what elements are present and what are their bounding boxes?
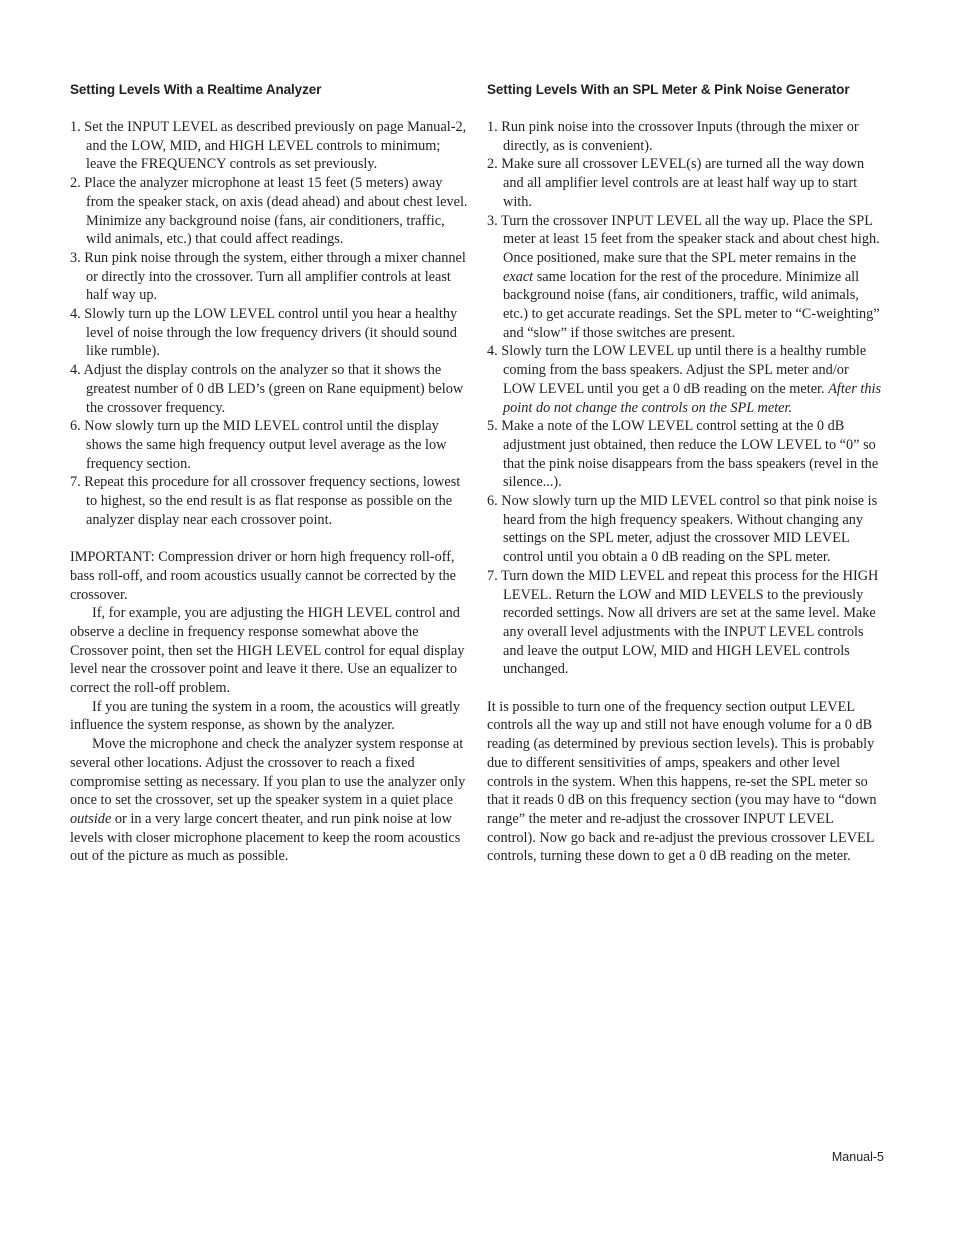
page-number: Manual-5 bbox=[831, 1150, 884, 1164]
spl-meter-body bbox=[487, 118, 884, 866]
step-item bbox=[487, 342, 884, 417]
text-run: 3. Turn the crossover INPUT LEVEL all the way up. Place the SPL meter at least 15 feet from the speaker stack and about chest high. Once positioned, make sure that the SPL meter remains in the bbox=[487, 212, 880, 266]
step-item bbox=[487, 212, 884, 343]
section-heading-spl-meter: Setting Levels With an SPL Meter & Pink Noise Generator bbox=[487, 82, 850, 97]
spl-meter-steps bbox=[487, 118, 884, 679]
section-heading-realtime-analyzer: Setting Levels With a Realtime Analyzer bbox=[70, 82, 322, 97]
step-item: 2. Make sure all crossover LEVEL(s) are turned all the way down and all amplifier level controls are at least half way up to start with. bbox=[487, 156, 865, 210]
step-item: 6. Now slowly turn up the MID LEVEL control so that pink noise is heard from the high frequency speakers. Without changing any settings on the SPL meter, adjust the crossover MID LEVEL control until you obtain a 0 dB reading on the SPL meter. bbox=[487, 493, 878, 566]
left-column bbox=[70, 80, 468, 866]
step-item: 6. Now slowly turn up the MID LEVEL control until the display shows the same high frequency output level average as the low frequency section. bbox=[70, 418, 447, 472]
text-run: or in a very large concert theater, and run pink noise at low levels with closer microphone placement to keep the room acoustics out of the picture as much as possible. bbox=[70, 811, 461, 865]
spacer bbox=[487, 679, 884, 698]
text-run: 4. Slowly turn the LOW LEVEL up until there is a healthy rumble coming from the bass speakers. Adjust the SPL meter and/or LOW LEVEL until you get a 0 dB reading on the meter. bbox=[487, 343, 867, 397]
step-item: 7. Repeat this procedure for all crossover frequency sections, lowest to highest, so the end result is as flat response as possible on the analyzer display near each crossover point. bbox=[70, 474, 461, 528]
step-item: 1. Set the INPUT LEVEL as described previously on page Manual-2, and the LOW, MID, and HIGH LEVEL controls to minimum; leave the FREQUENCY controls as set previously. bbox=[70, 119, 467, 173]
step-item: 4. Slowly turn up the LOW LEVEL control until you hear a healthy level of noise through the low frequency drivers (it should sound like rumble). bbox=[70, 306, 458, 360]
paragraph-example: If, for example, you are adjusting the HIGH LEVEL control and observe a decline in frequency response somewhat above the Crossover point, then set the HIGH LEVEL control for equal display level near the crossover point and leave it there. Use an equalizer to correct the roll-off problem. bbox=[70, 605, 465, 697]
text-run: same location for the rest of the procedure. Minimize all background noise (fans, air conditioners, traffic, wild animals, etc.) to get accurate readings. Set the SPL meter to “C-weighting” and “slow” if those switches are present. bbox=[503, 268, 880, 341]
right-column bbox=[487, 80, 884, 866]
realtime-analyzer-steps bbox=[70, 118, 468, 529]
step-item: 5. Make a note of the LOW LEVEL control setting at the 0 dB adjustment just obtained, then reduce the LOW LEVEL to “0” so that the pink noise disappears from the bass speakers (revel in the silence...). bbox=[487, 418, 879, 491]
important-note: IMPORTANT: Compression driver or horn high frequency roll-off, bass roll-off, and room acoustics usually cannot be corrected by the crossover. bbox=[70, 549, 457, 603]
step-item: 2. Place the analyzer microphone at least 15 feet (5 meters) away from the speaker stack, on axis (dead ahead) and about chest level. Minimize any background noise (fans, air conditioners, traffic, wild animals, etc.) that could affect readings. bbox=[70, 175, 468, 248]
text-run: Move the microphone and check the analyzer system response at several other locations. Adjust the crossover to reach a fixed compromise setting as necessary. If you plan to use the analyzer only once to set the crossover, set up the speaker system in a quiet place bbox=[70, 736, 466, 809]
step-item: 3. Run pink noise through the system, either through a mixer channel or directly into the crossover. Turn all amplifier controls at least half way up. bbox=[70, 249, 466, 304]
paragraph-move-microphone bbox=[70, 735, 468, 866]
step-item: 1. Run pink noise into the crossover Inputs (through the mixer or directly, as is convenient). bbox=[487, 119, 859, 154]
realtime-analyzer-body bbox=[70, 118, 468, 866]
emphasis-outside: outside bbox=[70, 811, 112, 827]
spacer bbox=[70, 529, 468, 548]
step-item: 4. Adjust the display controls on the analyzer so that it shows the greatest number of 0 dB LED’s (green on Rane equipment) below the crossover frequency. bbox=[70, 362, 464, 416]
paragraph-room-acoustics: If you are tuning the system in a room, the acoustics will greatly influence the system response, as shown by the analyzer. bbox=[70, 698, 461, 734]
emphasis-exact: exact bbox=[503, 268, 534, 285]
step-item: 7. Turn down the MID LEVEL and repeat this process for the HIGH LEVEL. Return the LOW and MID LEVELS to the previously recorded settings. Now all drivers are set at the same level. Make any overall level adjustments with the INPUT LEVEL controls and leave the output LOW, MID and HIGH LEVEL controls unchanged. bbox=[487, 567, 879, 678]
closing-paragraph: It is possible to turn one of the frequency section output LEVEL controls all the way up and still not have enough volume for a 0 dB reading (as determined by previous section levels). This is probably due to different sensitivities of amps, speakers and other level controls in the system. When this happens, re-set the SPL meter so that it reads 0 dB on this frequency section (you may have to “down range” the meter and re-adjust the crossover INPUT LEVEL control). Now go back and re-adjust the previous crossover LEVEL controls, turning these down to get a 0 dB reading on the meter. bbox=[487, 698, 877, 865]
emphasis-warning: After this point do not change the controls on the SPL meter. bbox=[503, 380, 882, 416]
